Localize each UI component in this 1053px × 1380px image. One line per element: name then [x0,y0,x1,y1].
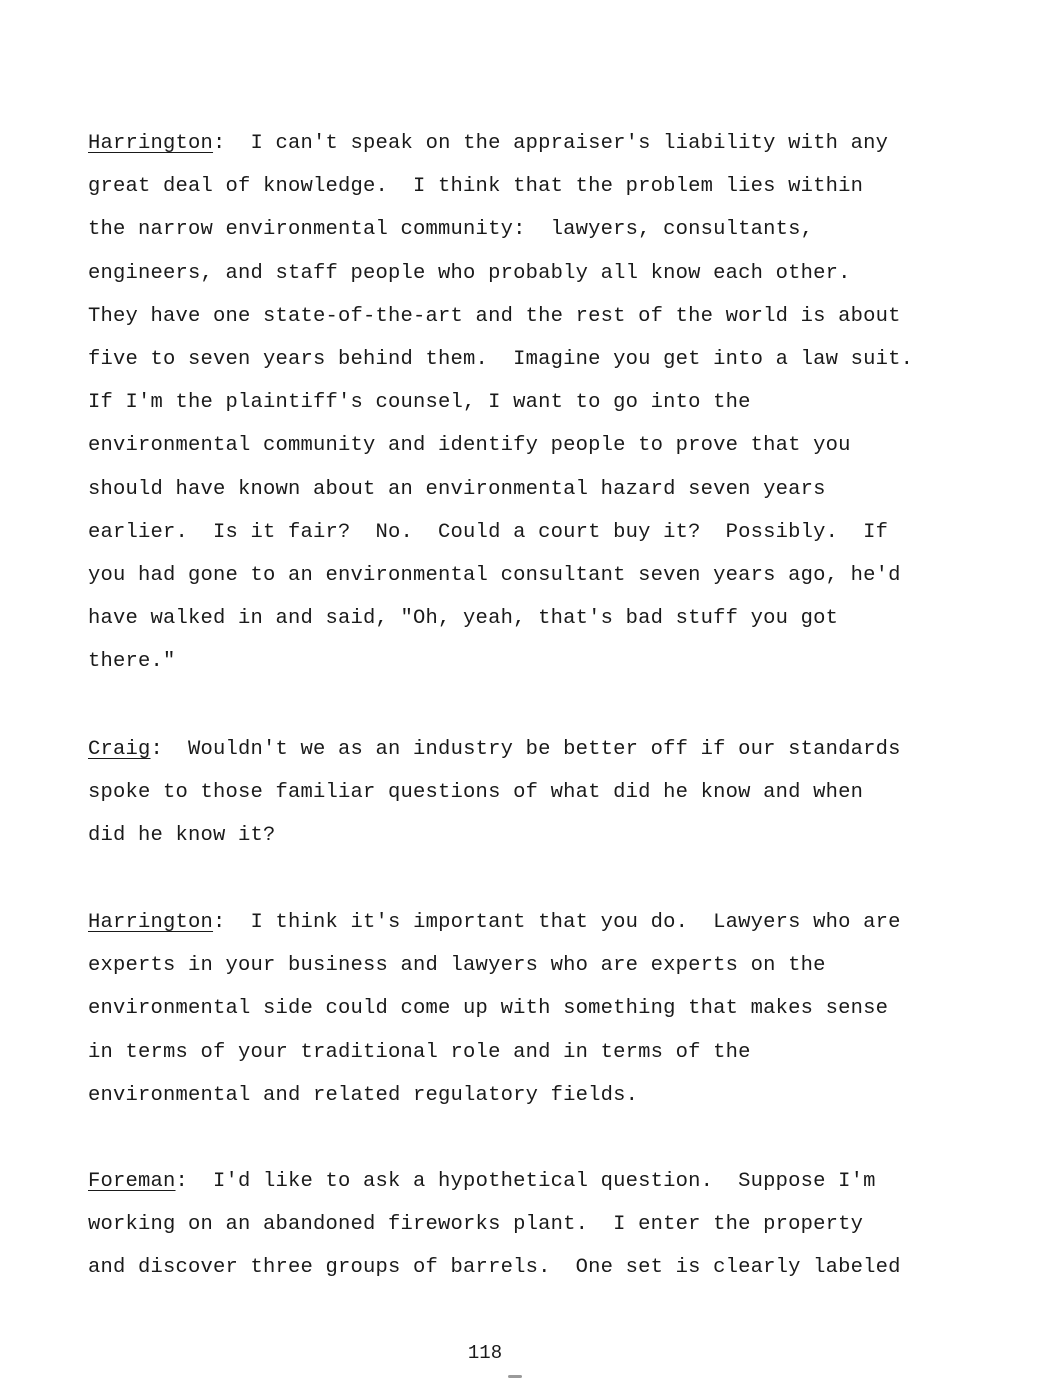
text-line: five to seven years behind them. Imagine you get into a law suit. [88,347,914,371]
text-line: If I'm the plaintiff's counsel, I want to go into the [88,391,751,415]
text-line: Foreman: I'd like to ask a hypothetical question. Suppose I'm [88,1170,876,1193]
paragraph-foreman [88,1160,988,1290]
paragraph-craig [88,728,988,858]
text-line: They have one state-of-the-art and the rest of the world is about [88,304,901,328]
text-line: experts in your business and lawyers who are experts on the [88,954,826,978]
text-line: earlier. Is it fair? No. Could a court buy it? Possibly. If [88,520,889,544]
text-line: the narrow environmental community: lawyers, consultants, [88,218,814,242]
text-line: should have known about an environmental hazard seven years [88,477,826,501]
text-line: there." [88,650,176,674]
paragraph-harrington-1 [88,122,988,683]
text-line: working on an abandoned fireworks plant. I enter the property [88,1213,864,1237]
text-line: Harrington: I can't speak on the appraiser's liability with any [88,132,889,155]
text-line: Craig: Wouldn't we as an industry be better off if our standards [88,738,901,761]
paragraph-harrington-2 [88,901,988,1117]
text-line: you had gone to an environmental consultant seven years ago, he'd [88,563,901,587]
text-line: spoke to those familiar questions of what did he know and when [88,781,864,805]
text-line: Harrington: I think it's important that you do. Lawyers who are [88,911,901,934]
text-line: in terms of your traditional role and in terms of the [88,1040,751,1064]
text-line: environmental and related regulatory fields. [88,1083,639,1107]
text-line: and discover three groups of barrels. One set is clearly labeled [88,1256,901,1280]
page-number: 118 [467,1342,503,1364]
speaker-name: Harrington [88,132,214,155]
speaker-name: Harrington [88,911,214,934]
text-line: engineers, and staff people who probably all know each other. [88,261,851,285]
scan-artifact-mark [508,1375,522,1378]
speaker-name: Craig [88,738,151,761]
text-line: have walked in and said, "Oh, yeah, that's bad stuff you got [88,607,839,631]
text-line: environmental side could come up with something that makes sense [88,997,889,1021]
text-line: did he know it? [88,824,276,848]
text-line: environmental community and identify people to prove that you [88,434,851,458]
text-line: great deal of knowledge. I think that the problem lies within [88,175,864,199]
speaker-name: Foreman [88,1170,176,1193]
